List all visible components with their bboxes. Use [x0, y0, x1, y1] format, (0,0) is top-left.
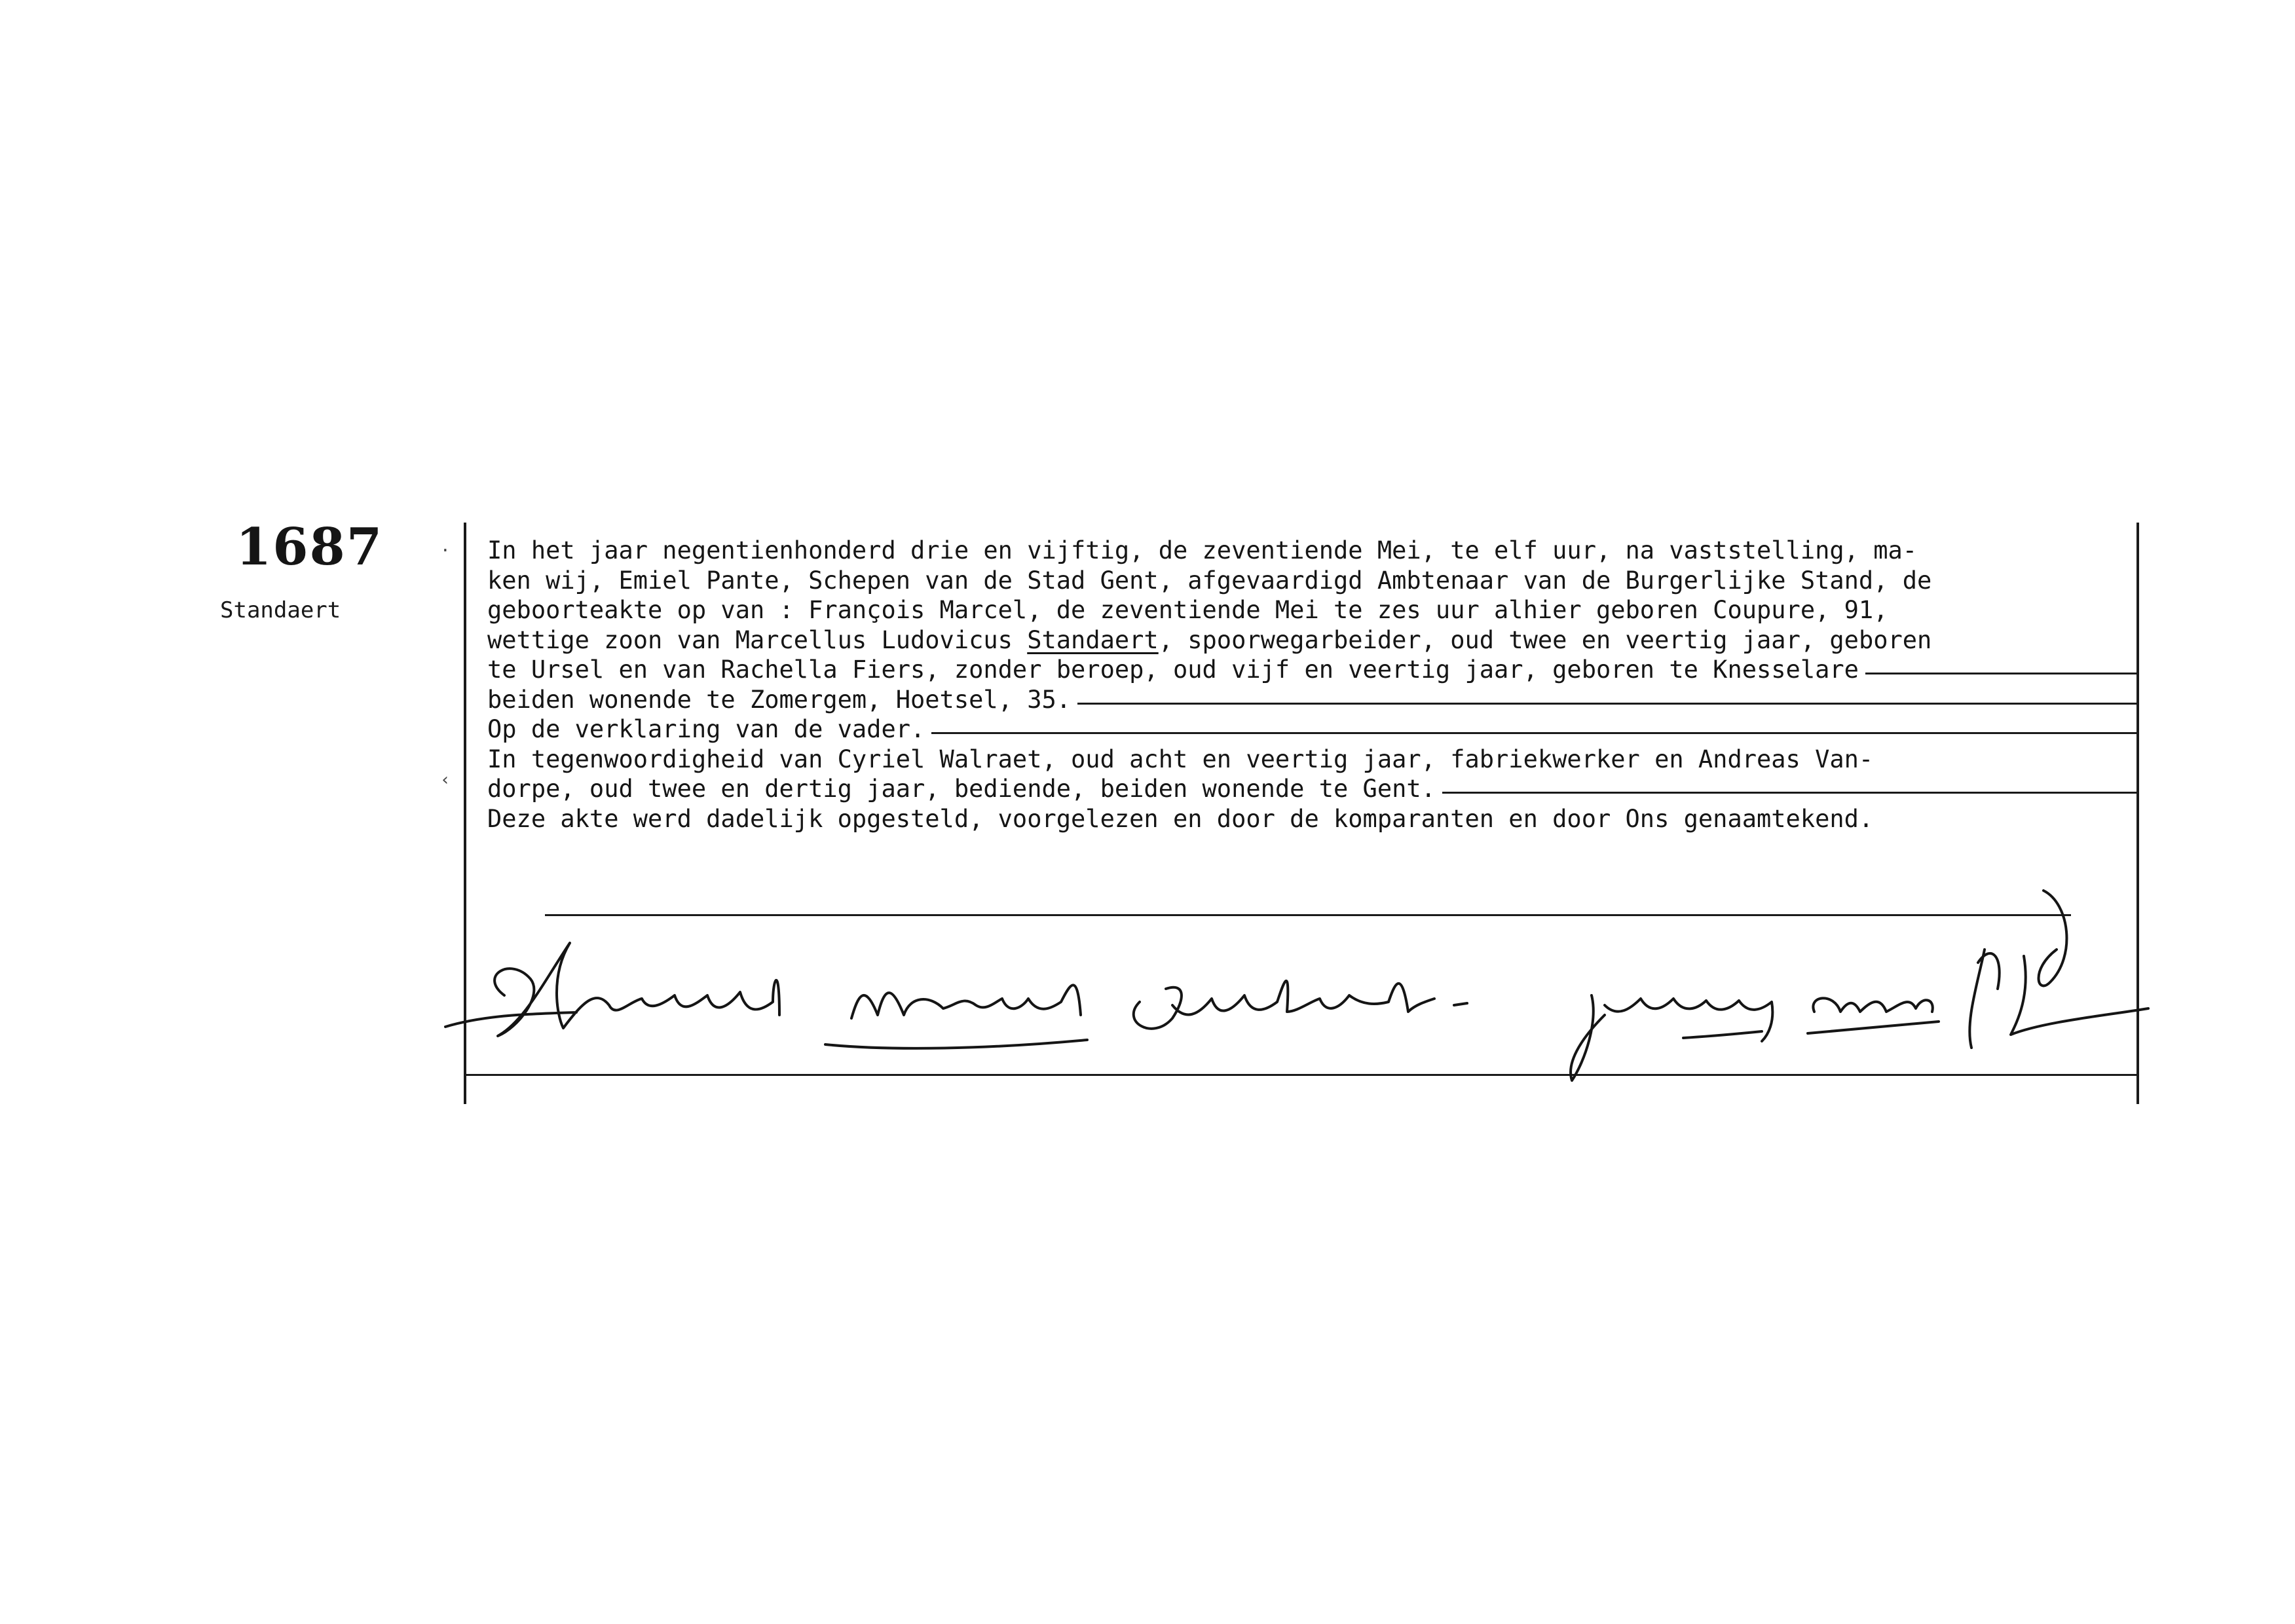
record-surname: Standaert	[220, 597, 341, 623]
signature-official	[1969, 891, 2148, 1048]
act-line: beiden wonende te Zomergem, Hoetsel, 35.	[487, 685, 2138, 715]
act-line: wettige zoon van Marcellus Ludovicus Standaert , spoorwegarbeider, oud twee en veertig jaar, geboren	[487, 625, 1932, 654]
handwritten-signatures	[432, 864, 2201, 1087]
fill-dash-line	[1865, 673, 2138, 674]
signature-standaert	[445, 943, 779, 1036]
signature-walraet	[1134, 981, 1467, 1029]
signature-aude	[1808, 998, 1939, 1033]
act-line: Deze akte werd dadelijk opgesteld, voorgelezen en door de komparanten en door Ons genaamtekend.	[487, 804, 1874, 833]
act-number: 1687	[236, 517, 384, 577]
act-line: te Ursel en van Rachella Fiers, zonder beroep, oud vijf en veertig jaar, geboren te Knesselare	[487, 655, 2138, 685]
signature-jonckheere	[1571, 995, 1772, 1080]
act-body	[487, 536, 2138, 834]
signature-marcel	[825, 985, 1087, 1048]
fill-dash-line	[931, 732, 2138, 734]
signatures-area	[432, 864, 2201, 1087]
act-line: In tegenwoordigheid van Cyriel Walraet, oud acht en veertig jaar, fabriekwerker en Andreas Van-	[487, 745, 1874, 773]
act-line: geboorteakte op van : François Marcel, de zeventiende Mei te zes uur alhier geboren Coupure, 91,	[487, 596, 1888, 624]
act-line: dorpe, oud twee en dertig jaar, bediende, beiden wonende te Gent.	[487, 774, 2138, 804]
margin-tick: ‹	[440, 770, 451, 790]
act-line: ken wij, Emiel Pante, Schepen van de Stad Gent, afgevaardigd Ambtenaar van de Burgerlijke Stand, de	[487, 566, 1932, 595]
fill-dash-line	[1442, 792, 2138, 794]
act-line: Op de verklaring van de vader.	[487, 714, 2138, 745]
underlined-surname: Standaert	[1027, 625, 1159, 654]
fill-dash-line	[1077, 703, 2138, 705]
act-line: In het jaar negentienhonderd drie en vijftig, de zeventiende Mei, te elf uur, na vaststelling, ma-	[487, 536, 1918, 564]
margin-tick: ·	[440, 541, 451, 561]
